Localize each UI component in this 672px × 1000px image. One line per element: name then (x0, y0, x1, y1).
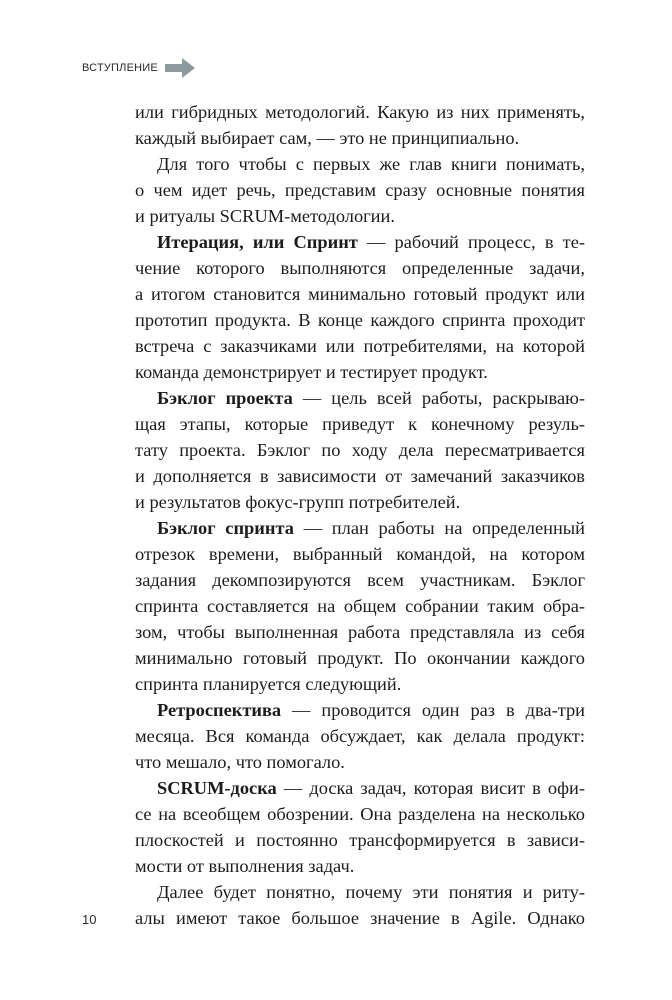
text-line: тату проекта. Бэклог по ходу дела пересматривается (135, 440, 585, 460)
definition-first-line (135, 229, 585, 255)
body-text (135, 99, 585, 931)
text-line: плоскостей и постоянно трансформируется в зависи- (135, 830, 585, 850)
term-retrospective: Ретроспектива (157, 700, 282, 720)
text-line: алы имеют такое большое значение в Agile. Однако (135, 908, 585, 928)
text-line: отрезок времени, выбранный командой, на котором (135, 544, 585, 564)
term-scrum-board: SCRUM-доска (157, 778, 277, 798)
text-line: или гибридных методологий. Какую из них применять, (135, 102, 585, 122)
definition-paragraph (135, 775, 585, 879)
definition-text: — проводится один раз в два-три (281, 700, 585, 720)
definition-first-line (135, 385, 585, 411)
page-number: 10 (82, 912, 97, 927)
definition-first-line (135, 697, 585, 723)
text-line: минимально готовый продукт. По окончании каждого (135, 648, 585, 668)
definition-text: — план работы на определенный (293, 518, 585, 538)
definition-paragraph (135, 229, 585, 385)
text-line: каждый выбирает сам, — это не принципиально. (135, 128, 520, 148)
text-line: встреча с заказчиками или потребителями, на которой (135, 336, 585, 356)
definition-paragraph (135, 697, 585, 775)
text-line: и результатов фокус-групп потребителей. (135, 492, 461, 512)
text-line: о чем идет речь, представим сразу основные понятия (135, 180, 585, 200)
definition-paragraph (135, 515, 585, 697)
text-line: месяца. Вся команда обсуждает, как делала продукт: (135, 726, 585, 746)
text-line: мости от выполнения задач. (135, 856, 355, 876)
paragraph (135, 99, 585, 151)
text-line: спринта составляется на общем собрании таким обра- (135, 596, 585, 616)
definition-first-line (135, 775, 585, 801)
text-line: щая этапы, которые приведут к конечному резуль- (135, 414, 585, 434)
section-label: ВСТУПЛЕНИЕ (82, 61, 158, 74)
running-header (82, 56, 195, 80)
text-line: зом, чтобы выполненная работа представляла из себя (135, 622, 585, 642)
term-iteration: Итерация, или Спринт (157, 232, 358, 252)
text-line: Для того чтобы с первых же глав книги понимать, (157, 154, 585, 174)
text-line: спринта планируется следующий. (135, 674, 402, 694)
text-line: и ритуалы SCRUM-методологии. (135, 206, 395, 226)
definition-first-line (135, 515, 585, 541)
text-line: чение которого выполняются определенные задачи, (135, 258, 585, 278)
definition-text: — рабочий процесс, в те- (357, 232, 586, 252)
term-sprint-backlog: Бэклог спринта (157, 518, 294, 538)
definition-text: — доска задач, которая висит в офи- (276, 778, 585, 798)
text-line: что мешало, что помогало. (135, 752, 345, 772)
arrow-right-icon (165, 58, 195, 78)
paragraph (135, 151, 585, 229)
text-line: и дополняется в зависимости от замечаний заказчиков (135, 466, 585, 486)
definition-text: — цель всей работы, раскрываю- (292, 388, 585, 408)
text-line: а итогом становится минимально готовый продукт или (135, 284, 585, 304)
term-project-backlog: Бэклог проекта (157, 388, 293, 408)
text-line: Далее будет понятно, почему эти понятия и риту- (157, 882, 585, 902)
text-line: задания декомпозируются всем участникам. Бэклог (135, 570, 585, 590)
definition-paragraph (135, 385, 585, 515)
text-line: команда демонстрирует и тестирует продукт. (135, 362, 488, 382)
text-line: прототип продукта. В конце каждого спринта проходит (135, 310, 585, 330)
paragraph (135, 879, 585, 931)
text-line: се на всеобщем обозрении. Она разделена на несколько (135, 804, 585, 824)
